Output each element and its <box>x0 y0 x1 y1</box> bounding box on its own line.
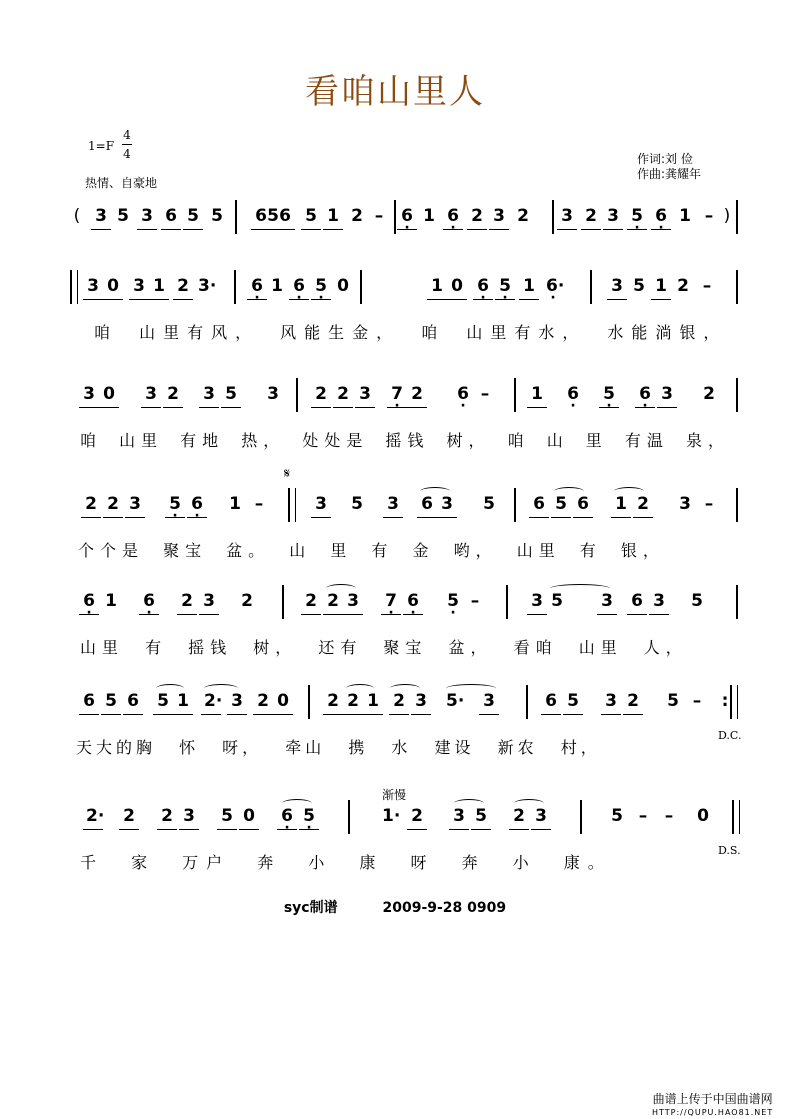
time-signature <box>122 128 132 161</box>
tempo-mark: 热情、自豪地 <box>85 176 158 190</box>
watermark <box>652 1093 773 1119</box>
notes: 2 2 3 · 5 · 6 1 – 3 5 3 6 3 5 6 5 6 1 2 3 – <box>70 488 750 522</box>
segno-sign: 𝄋 <box>284 466 291 482</box>
score-row-1 <box>70 270 750 370</box>
lyrics: 天大的胸 怀 呀， 牵山 携 水 建设 新农 村， <box>76 738 601 757</box>
lyricist: 作词:刘 俭 <box>637 152 693 166</box>
lyrics: 个个是 聚宝 盆。 山 里 有 金 哟， 山里 有 银， <box>78 541 665 560</box>
notes: 3 0 3 2 3 5 3 2 2 3 · 7 2 · 6 – 1 · 6 · 5 · 6 3 2 <box>70 378 750 412</box>
notes: 3 0 3 1 2 3· · 6 1 · 6 · 5 0 1 0 · 6 · 5 1 · 6· 3 5 1 2 – <box>70 270 750 304</box>
watermark-url: HTTP://QUPU.HAO81.NET <box>652 1108 774 1117</box>
footer <box>0 897 790 917</box>
lyrics: 咱 山里 有地 热， 处处是 摇钱 树， 咱 山 里 有温 泉， <box>80 431 730 450</box>
notes: 2· 2 2 3 5 0 · 6 · 5 1· 2 3 5 2 3 5 – – 0 <box>70 800 750 834</box>
key-signature: 1=F <box>88 139 115 153</box>
notes: 6 5 6 5 1 2· 3 2 0 2 2 1 2 3 5· 3 6 5 3 2 5 – : <box>70 685 750 719</box>
song-title: 看咱山里人 <box>305 72 485 112</box>
ds-mark: D.S. <box>718 844 741 857</box>
score-row-2 <box>70 378 750 478</box>
time-sig-top: 4 <box>123 128 131 142</box>
notes: · 6 1 · 6 2 3 2 2 2 3 · 7 · 6 · 5 – 3 5 3 6 3 5 <box>70 585 750 619</box>
notes: ( 3 5 3 6 5 5 6 5 6 5 1 2 – · 6 1 · 6 2 3 2 3 2 3 · 5 · 6 1 – ) <box>70 200 750 234</box>
transcriber: syc制谱 <box>283 900 338 916</box>
score-row-3 <box>70 466 750 588</box>
tempo-change: 渐慢 <box>382 788 407 802</box>
score-row-4 <box>70 585 750 685</box>
score-row-6 <box>70 788 750 900</box>
time-sig-bottom: 4 <box>123 147 131 161</box>
lyrics: 千 家 万户 奔 小 康 呀 奔 小 康。 <box>80 853 612 872</box>
credits <box>637 152 701 182</box>
dc-mark: D.C. <box>718 729 742 742</box>
composer: 作曲:龚耀年 <box>637 167 702 181</box>
watermark-text: 曲谱上传于中国曲谱网 <box>652 1092 773 1106</box>
time-sig-line <box>122 144 132 145</box>
lyrics: 咱 山里有风， 风能生金， 咱 山里有水， 水能淌银， <box>94 323 728 342</box>
lyrics: 山里 有 摇钱 树， 还有 聚宝 盆， 看咱 山里 人， <box>80 638 688 657</box>
score-row-5 <box>70 685 750 785</box>
date: 2009-9-28 0909 <box>382 900 507 916</box>
